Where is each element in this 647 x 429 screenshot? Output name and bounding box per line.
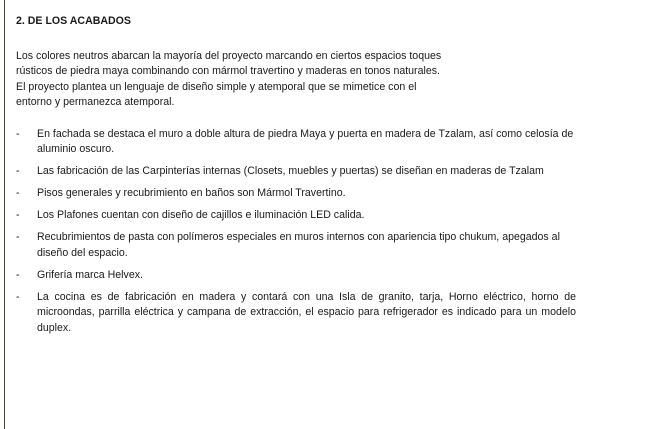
section-heading: 2. DE LOS ACABADOS <box>16 15 131 27</box>
list-item-text: Las fabricación de las Carpinterías internas (Closets, muebles y puertas) se diseñan en maderas de Tzalam <box>37 165 544 177</box>
bullet-dash: - <box>16 165 20 177</box>
section-acabados <box>16 14 576 343</box>
list-item-text: La cocina es de fabricación en madera y contará con una Isla de granito, tarja, Horno eléctrico, horno de microondas, parrilla eléctrica y campana de extracción, el espacio para refrigerador es indicado para un modelo duplex. <box>37 290 576 334</box>
intro-paragraph <box>16 49 576 111</box>
paragraph-line: Los colores neutros abarcan la mayoría del proyecto marcando en ciertos espacios toques <box>16 49 442 62</box>
list-item <box>16 230 576 261</box>
bullet-dash: - <box>16 290 20 303</box>
bullet-dash: - <box>16 268 20 281</box>
bullet-dash: - <box>16 127 20 140</box>
document-page <box>4 0 647 429</box>
bullet-dash: - <box>16 231 20 243</box>
list-item-text: Recubrimientos de pasta con polímeros especiales en muros internos con apariencia tipo chukum, apegados al diseño del espacio. <box>37 231 560 259</box>
list-item <box>16 186 576 202</box>
list-item <box>16 290 576 337</box>
list-item-text: En fachada se destaca el muro a doble altura de piedra Maya y puerta en madera de Tzalam, así como celosía de aluminio oscuro. <box>37 127 574 155</box>
list-item-text: Grifería marca Helvex. <box>37 268 143 281</box>
paragraph-line: El proyecto plantea un lenguaje de diseño simple y atemporal que se mimetice con el <box>16 80 417 93</box>
list-item <box>16 164 576 180</box>
list-item <box>16 268 576 284</box>
finishes-list <box>16 127 576 337</box>
list-item <box>16 208 576 224</box>
paragraph-line: entorno y permanezca atemporal. <box>16 96 175 108</box>
list-item-text: Pisos generales y recubrimiento en baños son Mármol Travertino. <box>37 187 346 199</box>
paragraph-line: rústicos de piedra maya combinando con mármol travertino y maderas en tonos naturales. <box>16 65 440 77</box>
bullet-dash: - <box>16 187 20 199</box>
bullet-dash: - <box>16 209 20 221</box>
list-item-text: Los Plafones cuentan con diseño de cajillos e iluminación LED calida. <box>37 209 365 221</box>
list-item <box>16 127 576 158</box>
